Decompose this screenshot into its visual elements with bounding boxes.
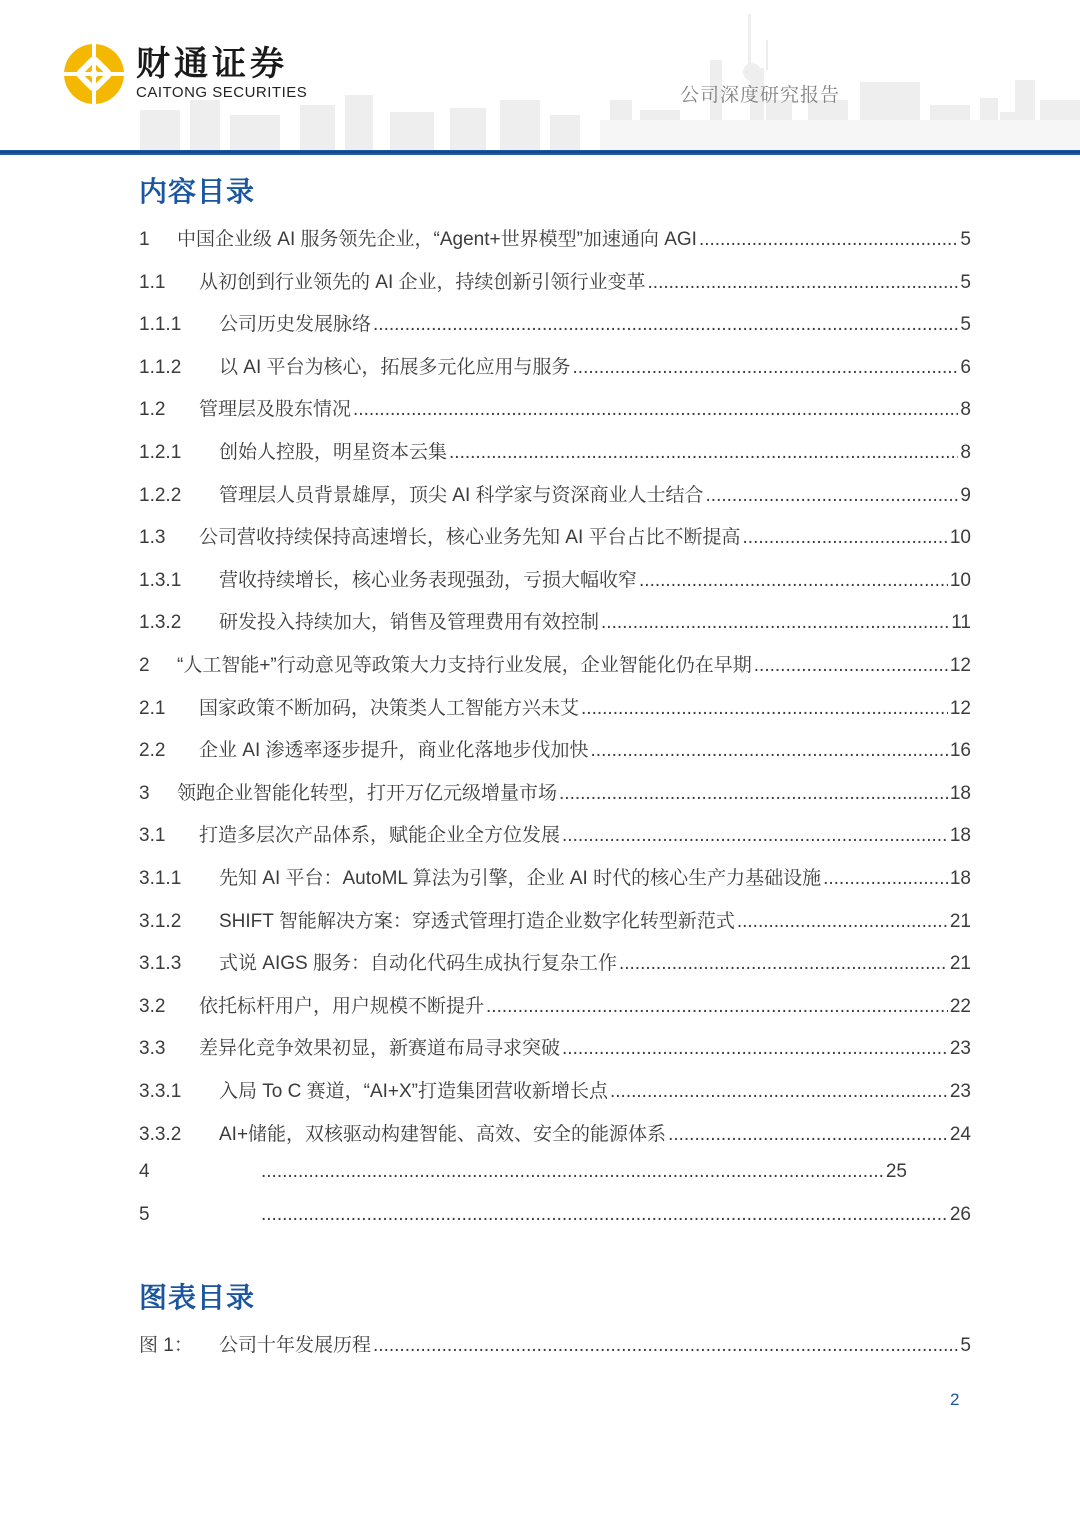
toc-item-number: 3 — [139, 782, 150, 804]
toc-leader-dots — [823, 868, 948, 890]
toc-item[interactable] — [139, 1033, 971, 1061]
toc-item[interactable] — [139, 693, 971, 721]
toc-item-title: 国家政策不断加码，决策类人工智能方兴未艾 — [199, 697, 580, 719]
toc-item-title: 营收持续增长，核心业务表现强劲，亏损大幅收窄 — [219, 569, 638, 591]
toc-item-page: 21 — [949, 953, 971, 975]
toc-item-title: 企业 AI 渗透率逐步提升，商业化落地步伐加快 — [199, 740, 589, 762]
toc-item-title: 先知 AI 平台：AutoML 算法为引擎，企业 AI 时代的核心生产力基础设施 — [219, 868, 822, 889]
toc-leader-dots — [699, 229, 958, 251]
toc-item-number: 3.1.3 — [139, 953, 182, 975]
toc-item-title: 管理层及股东情况 — [199, 399, 352, 421]
toc-item-page: 18 — [949, 868, 971, 889]
toc-leader-dots — [743, 527, 948, 549]
toc-item-title: 依托标杆用户，用户规模不断提升 — [199, 995, 485, 1017]
toc-leader-dots — [562, 1038, 948, 1060]
toc-item[interactable] — [139, 267, 971, 295]
toc-item-number: 3.3 — [139, 1038, 166, 1060]
toc-item-page: 5 — [960, 229, 971, 250]
toc-item[interactable] — [139, 522, 971, 550]
figures-heading: 图表目录 — [139, 1282, 256, 1313]
toc-item-title: 公司历史发展脉络 — [219, 314, 372, 336]
toc-item[interactable] — [139, 906, 971, 934]
toc-item-number: 图 1： — [139, 1335, 193, 1356]
toc-item[interactable] — [139, 1161, 907, 1189]
toc-item-title: 从初创到行业领先的 AI 企业，持续创新引领行业变革 — [199, 271, 646, 293]
toc-item[interactable] — [139, 1119, 971, 1147]
toc-item[interactable] — [139, 309, 971, 337]
toc-item-page: 23 — [949, 1038, 971, 1060]
company-logo — [62, 42, 307, 106]
toc-item-title: 式说 AIGS 服务：自动化代码生成执行复杂工作 — [219, 953, 617, 975]
toc-item[interactable] — [139, 480, 971, 508]
toc-item-number: 1.2.1 — [139, 442, 182, 463]
toc-item[interactable] — [139, 863, 971, 891]
toc-item[interactable] — [139, 437, 971, 465]
toc-item-number: 2 — [139, 655, 150, 676]
toc-item-title: 打造多层次产品体系，赋能企业全方位发展 — [199, 825, 561, 847]
toc-item-page: 24 — [949, 1123, 971, 1145]
toc-leader-dots — [706, 485, 959, 507]
toc-leader-dots — [562, 825, 948, 847]
toc-item-number: 1.1.1 — [139, 314, 182, 336]
report-type-label: 公司深度研究报告 — [680, 85, 841, 106]
toc-item[interactable] — [139, 394, 971, 422]
toc-leader-dots — [449, 442, 958, 464]
toc-item-number: 3.3.2 — [139, 1123, 182, 1145]
toc-item-page: 5 — [960, 1335, 971, 1356]
header-divider — [0, 150, 1080, 155]
toc-item-page: 18 — [949, 782, 971, 804]
toc-leader-dots — [648, 272, 959, 294]
toc-leader-dots — [668, 1124, 948, 1146]
caitong-logo-icon — [62, 42, 126, 106]
toc-item[interactable] — [139, 948, 971, 976]
toc-item-number: 3.3.1 — [139, 1081, 182, 1102]
toc-item[interactable] — [139, 565, 971, 593]
toc-item-number: 2.2 — [139, 740, 166, 762]
logo-chinese-name: 财通证券 — [136, 44, 288, 84]
toc-item-page: 12 — [949, 697, 971, 719]
toc-item-page: 5 — [960, 271, 971, 293]
toc-leader-dots — [581, 698, 948, 720]
toc-leader-dots — [373, 314, 958, 336]
logo-english-name: CAITONG SECURITIES — [136, 84, 308, 101]
toc-leader-dots — [610, 1081, 948, 1103]
toc-item[interactable] — [139, 607, 971, 635]
toc-item-page: 18 — [949, 825, 971, 847]
toc-leader-dots — [261, 1161, 884, 1183]
toc-item-number: 1.3.1 — [139, 569, 182, 591]
toc-item-number: 3.1.1 — [139, 868, 182, 889]
toc-item-title: 研发投入持续加大，销售及管理费用有效控制 — [219, 612, 600, 634]
toc-item-title: 公司营收持续保持高速增长，核心业务先知 AI 平台占比不断提高 — [199, 527, 741, 549]
toc-item-number: 1.3.2 — [139, 612, 182, 634]
toc-leader-dots — [573, 357, 959, 379]
figure-list-item[interactable] — [139, 1330, 971, 1358]
toc-leader-dots — [261, 1204, 948, 1226]
toc-leader-dots — [737, 911, 948, 933]
toc-item-number: 2.1 — [139, 697, 166, 719]
toc-item-title: “人工智能+”行动意见等政策大力支持行业发展，企业智能化仍在早期 — [177, 655, 752, 676]
toc-item-number: 1 — [139, 229, 150, 250]
toc-item-page: 21 — [949, 910, 971, 932]
toc-item-title: AI+储能，双核驱动构建智能、高效、安全的能源体系 — [219, 1123, 667, 1145]
toc-leader-dots — [559, 783, 948, 805]
toc-item-page: 10 — [949, 569, 971, 591]
toc-item-number: 4 — [139, 1161, 150, 1183]
toc-item-number: 3.2 — [139, 995, 166, 1017]
toc-item-number: 3.1.2 — [139, 910, 182, 932]
toc-item-title: 中国企业级 AI 服务领先企业，“Agent+世界模型”加速通向 AGI — [177, 229, 697, 250]
toc-leader-dots — [601, 612, 949, 634]
toc-item[interactable] — [139, 820, 971, 848]
toc-item-title: 入局 To C 赛道，“AI+X”打造集团营收新增长点 — [219, 1081, 608, 1102]
toc-item-page: 8 — [960, 399, 971, 421]
toc-item-title: 领跑企业智能化转型，打开万亿元级增量市场 — [177, 782, 558, 804]
toc-item-page: 10 — [949, 527, 971, 549]
toc-item-title: 公司十年发展历程 — [219, 1335, 372, 1356]
toc-leader-dots — [486, 996, 948, 1018]
toc-leader-dots — [353, 399, 958, 421]
toc-item-number: 1.2 — [139, 399, 166, 421]
toc-item[interactable] — [139, 1076, 971, 1104]
toc-leader-dots — [639, 570, 948, 592]
toc-item-number: 1.1 — [139, 271, 166, 293]
page-number: 2 — [950, 1390, 960, 1409]
toc-item-page: 8 — [960, 442, 971, 463]
toc-item-page: 9 — [960, 484, 971, 506]
toc-item[interactable] — [139, 1204, 971, 1232]
toc-leader-dots — [373, 1335, 958, 1357]
toc-item-page: 6 — [960, 356, 971, 378]
toc-leader-dots — [591, 740, 948, 762]
toc-item-title: 以 AI 平台为核心，拓展多元化应用与服务 — [219, 356, 571, 378]
toc-item-title: 创始人控股，明星资本云集 — [219, 442, 448, 463]
toc-item[interactable] — [139, 224, 971, 252]
toc-leader-dots — [754, 655, 948, 677]
toc-item-number: 1.1.2 — [139, 356, 182, 378]
toc-item-number: 1.3 — [139, 527, 166, 549]
contents-heading: 内容目录 — [139, 176, 256, 207]
toc-item[interactable] — [139, 352, 971, 380]
toc-item-number: 1.2.2 — [139, 484, 182, 506]
toc-item-page: 25 — [885, 1161, 907, 1183]
toc-item[interactable] — [139, 735, 971, 763]
toc-leader-dots — [619, 953, 948, 975]
toc-item-page: 16 — [949, 740, 971, 762]
page-header — [0, 0, 1080, 156]
toc-item[interactable] — [139, 650, 971, 678]
toc-item[interactable] — [139, 991, 971, 1019]
toc-item-title: 差异化竞争效果初显，新赛道布局寻求突破 — [199, 1038, 561, 1060]
toc-item-page: 5 — [960, 314, 971, 336]
toc-item-title: 管理层人员背景雄厚，顶尖 AI 科学家与资深商业人士结合 — [219, 484, 704, 506]
toc-item-title: SHIFT 智能解决方案：穿透式管理打造企业数字化转型新范式 — [219, 910, 735, 932]
toc-item-page: 11 — [951, 612, 971, 634]
toc-item-page: 26 — [949, 1203, 971, 1225]
toc-item-page: 23 — [949, 1081, 971, 1102]
toc-item-number: 3.1 — [139, 825, 166, 847]
toc-item-page: 12 — [949, 655, 971, 676]
toc-item-page: 22 — [949, 995, 971, 1017]
toc-item[interactable] — [139, 778, 971, 806]
toc-item-number: 5 — [139, 1203, 150, 1225]
